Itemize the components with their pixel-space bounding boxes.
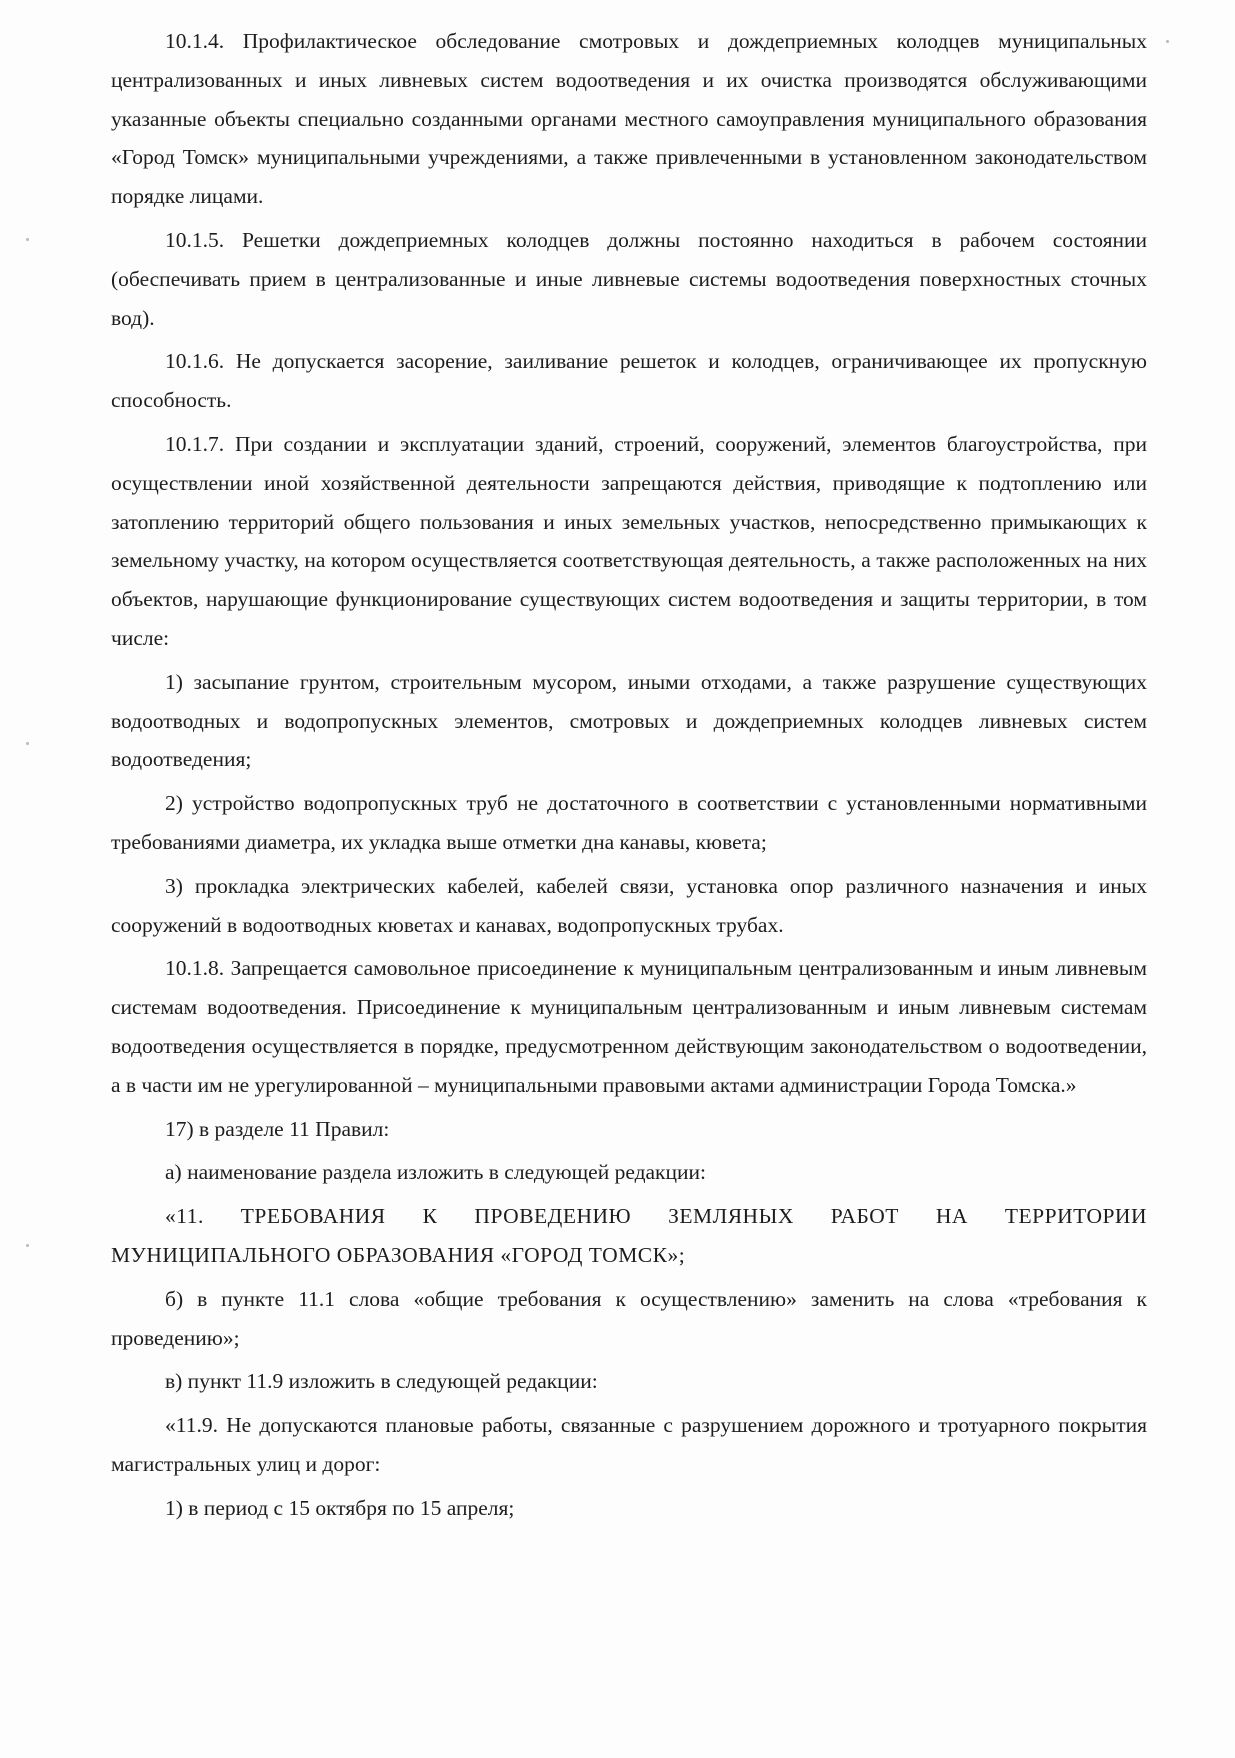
- list-item-period: 1) в период с 15 октября по 15 апреля;: [165, 1495, 515, 1520]
- scan-speck: [26, 238, 29, 241]
- paragraph-10-1-8: 10.1.8. Запрещается самовольное присоединение к муниципальным централизованным и иным ливневым системам водоотведения. Присоединение к муниципальным централизованным и иным ливневым системам водоотведения осуществляется в порядке, предусмотренном действующим законодательством о водоотведении, а в части им не урегулированной – муниципальными правовыми актами администрации Города Томска.»: [111, 956, 1147, 1097]
- list-item-1: 1) засыпание грунтом, строительным мусором, иными отходами, а также разрушение существующих водоотводных и водопропускных элементов, смотровых и дождеприемных колодцев ливневых систем водоотведения;: [111, 669, 1147, 772]
- paragraph-11-9: «11.9. Не допускаются плановые работы, связанные с разрушением дорожного и тротуарного покрытия магистральных улиц и дорог:: [111, 1413, 1147, 1476]
- paragraph-10-1-5: 10.1.5. Решетки дождеприемных колодцев должны постоянно находиться в рабочем состоянии (обеспечивать прием в централизованные и иные ливневые системы водоотведения поверхностных сточных вод).: [111, 227, 1147, 330]
- list-item-3: 3) прокладка электрических кабелей, кабелей связи, установка опор различного назначения и иных сооружений в водоотводных кюветах и канавах, водопропускных трубах.: [111, 873, 1147, 937]
- scan-speck: [1166, 40, 1169, 43]
- item-b: б) в пункте 11.1 слова «общие требования к осуществлению» заменить на слова «требования к проведению»;: [111, 1286, 1147, 1350]
- paragraph-10-1-4: 10.1.4. Профилактическое обследование смотровых и дождеприемных колодцев муниципальных централизованных и иных ливневых систем водоотведения и их очистка производятся обслуживающими указанные объекты специально созданными органами местного самоуправления муниципального образования «Город Томск» муниципальными учреждениями, а также привлеченными в установленном законодательством порядке лицами.: [111, 29, 1147, 209]
- section-11-title: «11. ТРЕБОВАНИЯ К ПРОВЕДЕНИЮ ЗЕМЛЯНЫХ РАБОТ НА ТЕРРИТОРИИ МУНИЦИПАЛЬНОГО ОБРАЗОВАНИЯ «ГОРОД ТОМСК»;: [111, 1204, 1147, 1267]
- scan-speck: [26, 1244, 29, 1247]
- document-body: [111, 22, 1147, 1532]
- item-a: а) наименование раздела изложить в следующей редакции:: [165, 1160, 706, 1185]
- item-v: в) пункт 11.9 изложить в следующей редакции:: [165, 1369, 598, 1394]
- item-17: 17) в разделе 11 Правил:: [165, 1116, 390, 1141]
- scan-speck: [26, 742, 29, 745]
- list-item-2: 2) устройство водопропускных труб не достаточного в соответствии с установленными нормативными требованиями диаметра, их укладка выше отметки дна канавы, кювета;: [111, 791, 1147, 854]
- paragraph-10-1-7: 10.1.7. При создании и эксплуатации зданий, строений, сооружений, элементов благоустройства, при осуществлении иной хозяйственной деятельности запрещаются действия, приводящие к подтоплению или затоплению территорий общего пользования и иных земельных участков, непосредственно примыкающих к земельному участку, на котором осуществляется соответствующая деятельность, а также расположенных на них объектов, нарушающие функционирование существующих систем водоотведения и защиты территории, в том числе:: [111, 431, 1147, 650]
- paragraph-10-1-6: 10.1.6. Не допускается засорение, заиливание решеток и колодцев, ограничивающее их пропускную способность.: [111, 349, 1147, 413]
